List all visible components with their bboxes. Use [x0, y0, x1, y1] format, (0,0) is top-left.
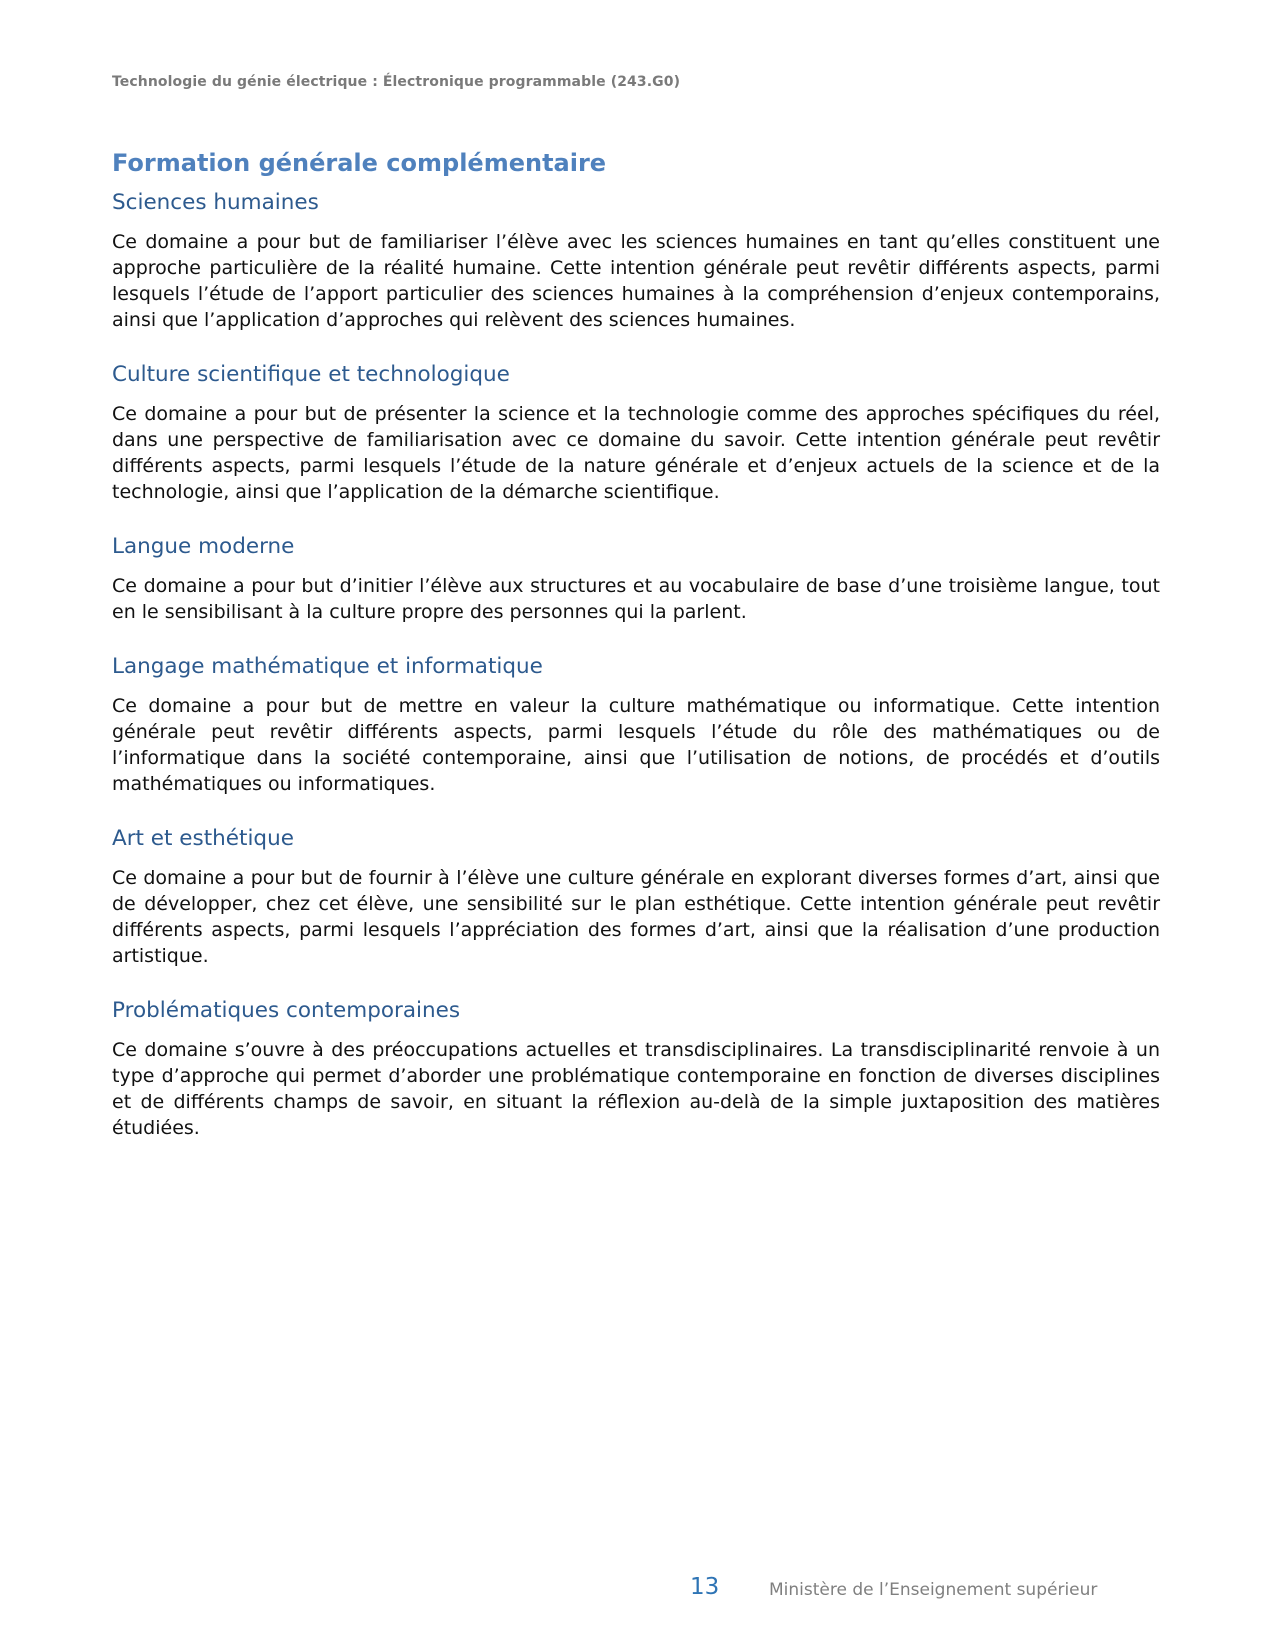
section-paragraph: Ce domaine a pour but de familiariser l’élève avec les sciences humaines en tant qu’elles constituent une approche particulière de la réalité humaine. Cette intention générale peut revêtir différents aspects, parmi lesquels l’étude de l’apport particulier des sciences humaines à la compréhension d’enjeux contemporains, ainsi que l’application d’approches qui relèvent des sciences humaines.: [112, 231, 1160, 332]
section-paragraph: Ce domaine s’ouvre à des préoccupations actuelles et transdisciplinaires. La transdisciplinarité renvoie à un type d’approche qui permet d’aborder une problématique contemporaine en fonction de diverses disciplines et de différents champs de savoir, en situant la réflexion au-delà de la simple juxtaposition des matières étudiées.: [112, 1038, 1160, 1139]
section-sciences-humaines: [112, 189, 1160, 333]
section-heading: Sciences humaines: [112, 190, 319, 216]
section-paragraph: Ce domaine a pour but de mettre en valeur la culture mathématique ou informatique. Cette intention générale peut revêtir différents aspects, parmi lesquels l’étude du rôle des mathématiques ou de l’informatique dans la société contemporaine, ainsi que l’utilisation de notions, de procédés et d’outils mathématiques ou informatiques.: [112, 694, 1160, 795]
section-heading: Langage mathématique et informatique: [112, 654, 543, 679]
section-heading: Art et esthétique: [112, 825, 294, 851]
section-paragraph: Ce domaine a pour but d’initier l’élève aux structures et au vocabulaire de base d’une troisième langue, tout en le sensibilisant à la culture propre des personnes qui la parlent.: [112, 575, 1160, 623]
section-paragraph: Ce domaine a pour but de présenter la science et la technologie comme des approches spécifiques du réel, dans une perspective de familiarisation avec ce domaine du savoir. Cette intention générale peut revêtir différents aspects, parmi lesquels l’étude de la nature générale et d’enjeux actuels de la science et de la technologie, ainsi que l’application de la démarche scientifique.: [112, 403, 1160, 504]
section-heading: Culture scientifique et technologique: [112, 362, 510, 388]
section-langage-mathematique: [112, 653, 1160, 797]
section-heading: Problématiques contemporaines: [112, 997, 461, 1023]
page-title: Formation générale complémentaire: [112, 149, 607, 177]
section-problematiques: [112, 997, 1160, 1141]
section-culture-scientifique: [112, 361, 1160, 505]
section-art-esthetique: [112, 825, 1160, 969]
page-number: 13: [690, 1574, 720, 1600]
running-header: Technologie du génie électrique : Électronique programmable (243.G0): [112, 74, 681, 90]
footer-ministry: Ministère de l’Enseignement supérieur: [769, 1580, 1098, 1600]
section-paragraph: Ce domaine a pour but de fournir à l’élève une culture générale en explorant diverses formes d’art, ainsi que de développer, chez cet élève, une sensibilité sur le plan esthétique. Cette intention générale peut revêtir différents aspects, parmi lesquels l’appréciation des formes d’art, ainsi que la réalisation d’une production artistique.: [112, 866, 1160, 967]
section-langue-moderne: [112, 533, 1160, 625]
main-content: [112, 148, 1160, 1169]
section-heading: Langue moderne: [112, 534, 295, 560]
